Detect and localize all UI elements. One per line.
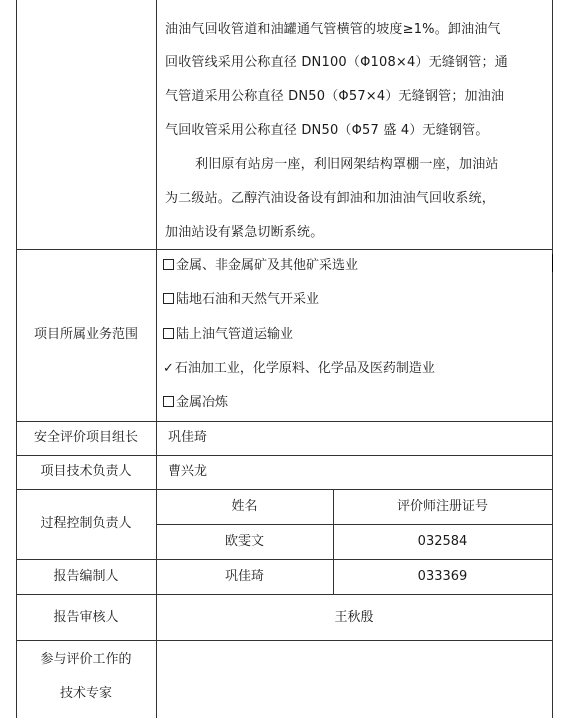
scope-option-selected[interactable]: ✓石油加工业，化学原料、化学品及医药制造业 bbox=[163, 361, 435, 376]
tech-label: 项目技术负责人 bbox=[40, 464, 132, 479]
process-name: 欧雯文 bbox=[224, 534, 264, 549]
description-line: 气管道采用公称直径 DN50（Φ57×4）无缝钢管；加油油 bbox=[165, 89, 505, 104]
reviewer-name: 王秋殷 bbox=[334, 610, 374, 625]
scope-label: 项目所属业务范围 bbox=[33, 327, 138, 342]
experts-label-line2: 技术专家 bbox=[59, 686, 112, 701]
col-cert-header: 评价师注册证号 bbox=[396, 499, 488, 514]
checkbox-icon[interactable] bbox=[163, 293, 174, 304]
compiler-cert: 033369 bbox=[417, 569, 468, 584]
leader-label: 安全评价项目组长 bbox=[33, 430, 138, 445]
scope-option[interactable]: 陆上油气管道运输业 bbox=[163, 327, 293, 343]
checkbox-icon[interactable] bbox=[163, 396, 174, 407]
description-line: 气回收管采用公称直径 DN50（Φ57 盛 4）无缝钢管。 bbox=[165, 123, 489, 138]
row-divider bbox=[16, 489, 553, 490]
process-cert: 032584 bbox=[417, 534, 468, 549]
reviewer-label: 报告审核人 bbox=[53, 610, 119, 625]
scope-option[interactable]: 陆地石油和天然气开采业 bbox=[163, 292, 319, 308]
description-line: 油油气回收管道和油罐通气管横管的坡度≥1%。卸油油气 bbox=[165, 22, 501, 37]
description-line: 回收管线采用公称直径 DN100（Φ108×4）无缝钢管；通 bbox=[165, 55, 508, 70]
experts-label-line1: 参与评价工作的 bbox=[40, 652, 132, 667]
description-line: 利旧原有站房一座，利旧网架结构罩棚一座，加油站 bbox=[195, 157, 499, 172]
experts-value-cell[interactable] bbox=[157, 641, 552, 718]
checkmark-icon[interactable]: ✓ bbox=[163, 361, 174, 376]
tech-value: 曹兴龙 bbox=[168, 464, 208, 479]
description-line: 为二级站。乙醇汽油设备设有卸油和加油油气回收系统， bbox=[165, 191, 496, 206]
scope-option[interactable]: 金属、非金属矿及其他矿采选业 bbox=[163, 258, 358, 274]
text-cursor bbox=[552, 254, 553, 272]
compiler-name: 巩佳琦 bbox=[224, 569, 264, 584]
row-divider bbox=[16, 594, 553, 595]
description-line: 加油站设有紧急切断系统。 bbox=[165, 225, 324, 240]
row-divider bbox=[16, 455, 553, 456]
row-divider bbox=[156, 524, 553, 525]
row-divider bbox=[16, 249, 553, 250]
process-label: 过程控制负责人 bbox=[40, 516, 132, 531]
leader-value: 巩佳琦 bbox=[168, 430, 208, 445]
table-right-border bbox=[552, 0, 553, 718]
row-divider bbox=[16, 559, 553, 560]
row-divider bbox=[16, 421, 553, 422]
checkbox-icon[interactable] bbox=[163, 328, 174, 339]
compiler-label: 报告编制人 bbox=[53, 569, 119, 584]
col-name-header: 姓名 bbox=[231, 499, 258, 514]
scope-option[interactable]: 金属冶炼 bbox=[163, 395, 228, 411]
checkbox-icon[interactable] bbox=[163, 259, 174, 270]
